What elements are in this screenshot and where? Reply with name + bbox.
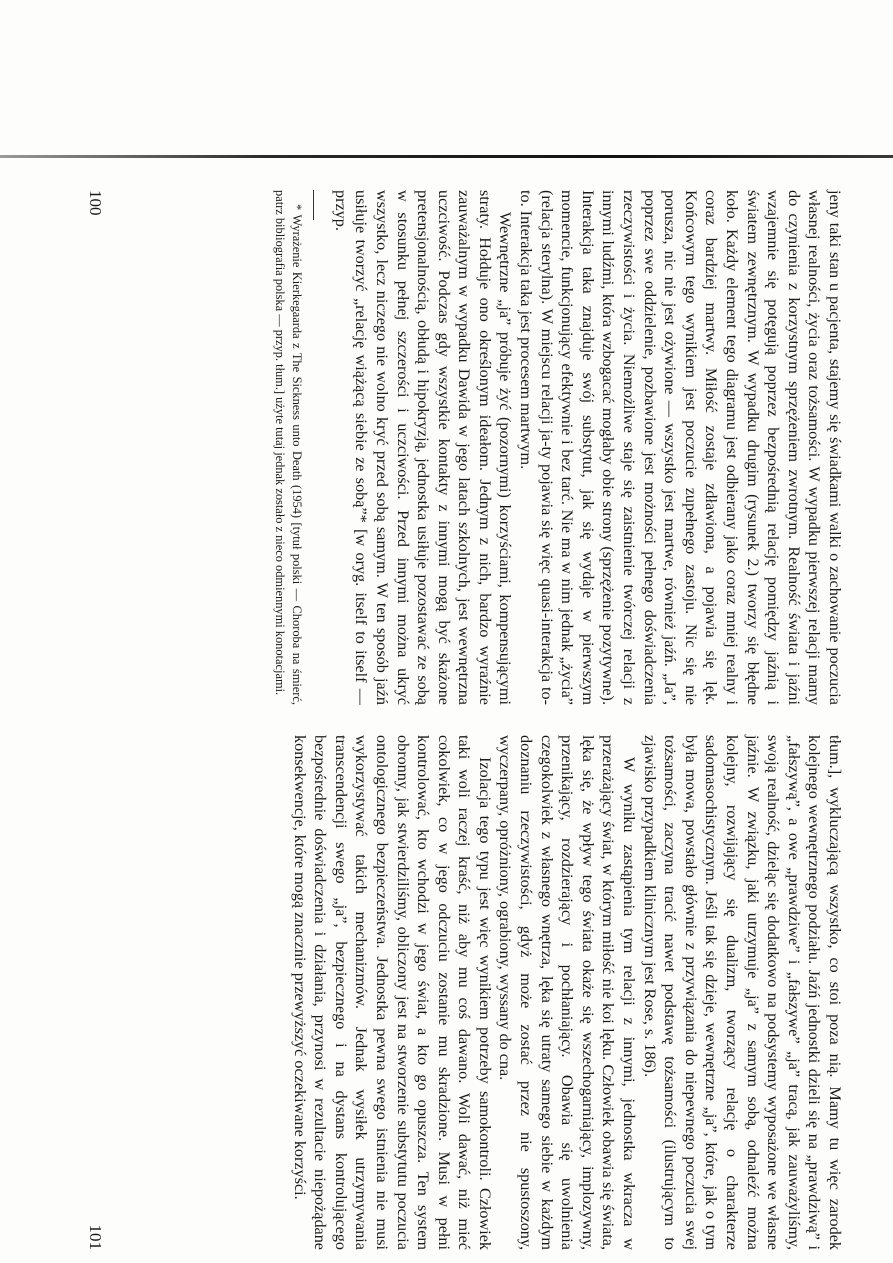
left-page <box>75 190 845 705</box>
right-page <box>75 735 845 1250</box>
page-fold-line <box>0 155 893 158</box>
right-paragraph-2: W wyniku zastąpienia tym relacji z innymi, jednostka wkracza w przerażający świat, w którym miłość nie koi lęku. Człowiek obawia się świata, lęka się, że wpływ tego świata okaże się wszechogarniający, implozywny, przenikający, rozdzierający i pochłaniający. Obawia się uwolnienia czegokolwiek z własnego wnętrza, lęka się utraty samego siebie w każdym doznaniu rzeczywistości, gdyż może zostać przez nie spustoszony, wyczerpany, opróżniony, ograbiony, wyssany do cna. <box>496 735 639 1250</box>
page-number-right: 101 <box>86 1224 105 1250</box>
right-paragraph-1: tłum.], wykluczającą wszystko, co stoi poza nią. Mamy tu więc zarodek kolejnego wewnętrznego podziału. Jaźń jednostki dzieli się na „prawdziwą” i „fałszywą”, a owe „prawdziwe” i „fałszywe” „ja” tracą, jak zauważyliśmy, swoją realność, dzieląc się dodatkowo na podsystemy wyposażone we własne jaźnie. W związku, jaki utrzymuje „ja” z samym sobą, odnaleźć można kolejny, rozwijający się dualizm, tworzący relację o charakterze sadomasochistycznym. Jeśli tak się dzieje, wewnętrzne „ja”, które, jak o tym była mowa, powstało głównie z przywiązania do niepewnego poczucia swej tożsamości, zaczyna tracić nawet podstawę tożsamości (ilustrującym to zjawisko przypadkiem klinicznym jest Rose, s. 186). <box>640 735 844 1250</box>
footnote: * Wyrażenie Kierkegaarda z The Sickness unto Death (1954) [tytuł polski — Choroba na śmierć, patrz bibliografia polska — przyp. tłum.] użyte tutaj jednak zostało z nieco odmiennymi konotacjami. <box>273 190 305 705</box>
footnote-rule <box>313 190 314 220</box>
right-paragraph-3: Izolacja tego typu jest więc wynikiem potrzeby samokontroli. Człowiek taki woli raczej kraść, niż aby mu coś dawano. Woli dawać, niż mieć cokolwiek, co w jego odczuciu zostanie mu skradzione. Musi w pełni kontrolować, kto wchodzi w jego świat, a kto go opuszcza. Ten system obronny, jak stwierdziliśmy, obliczony jest na stworzenie substytutu poczucia ontologicznego bezpieczeństwa. Jednostka pewna swego istnienia nie musi wykorzystywać takich mechanizmów. Jednak wysiłek utrzymywania transcendencji swego „ja”, bezpiecznego i na dystans kontrolującego bezpośrednie doświadczenia i działania, przynosi w rezultacie niepożądane konsekwencje, które mogą znacznie przewyższyć oczekiwane korzyści. <box>290 735 494 1250</box>
rotated-spread <box>75 190 845 1250</box>
page-number-left: 100 <box>86 190 105 216</box>
left-paragraph-2: Wewnętrzne „ja” próbuje żyć (pozornymi) korzyściami, kompensującymi straty. Hołduje ono określonym ideałom. Jednym z nich, bardzo wyraźnie zauważalnym w wypadku Dawida w jego latach szkolnych, jest wewnętrzna uczciwość. Podczas gdy wszystkie kontakty z innymi mogą być skażone pretensjonalnością, obłudą i hipokryzją, jednostka usiłuje pozostawać ze sobą w stosunku pełnej szczerości i uczciwości. Przed innymi można ukryć wszystko, lecz niczego nie wolno kryć przed sobą samym. W ten sposób jaźń usiłuje tworzyć „relację wiążącą siebie ze sobą”* [w oryg. itself to itself — przyp. <box>331 190 515 705</box>
left-paragraph-1: jeny taki stan u pacjenta, stajemy się świadkami walki o zachowanie poczucia własnej realności, życia oraz tożsamości. W wypadku pierwszej relacji mamy do czynienia z korzystnym sprzężeniem zwrotnym. Realność świata i jaźni wzajemnie się potęgują poprzez bezpośrednią relację pomiędzy jaźnią i światem zewnętrznym. W wypadku drugim (rysunek 2.) tworzy się błędne koło. Każdy element tego diagramu jest odbierany jako coraz mniej realny i coraz bardziej martwy. Miłość zostaje zdławiona, a pojawia się lęk. Końcowym tego wynikiem jest poczucie zupełnego zastoju. Nic się nie porusza, nic nie jest ożywione — wszystko jest martwe, również jaźń. „Ja”, poprzez swe oddzielenie, pozbawione jest możności pełnego doświadczenia rzeczywistości i życia. Niemożliwe staje się zaistnienie twórczej relacji z innymi ludźmi, która wzbogacać mogłaby obie strony (sprzężenie pozytywne). Interakcja taka znajduje swój substytut, jak się wydaje w pierwszym momencie, funkcjonujący efektywnie i bez tarć. Nie ma w nim jednak „życia” (relacja sterylna). W miejscu relacji ja-ty pojawia się więc quasi-interakcja to-to. Interakcja taka jest procesem martwym. <box>517 190 844 705</box>
